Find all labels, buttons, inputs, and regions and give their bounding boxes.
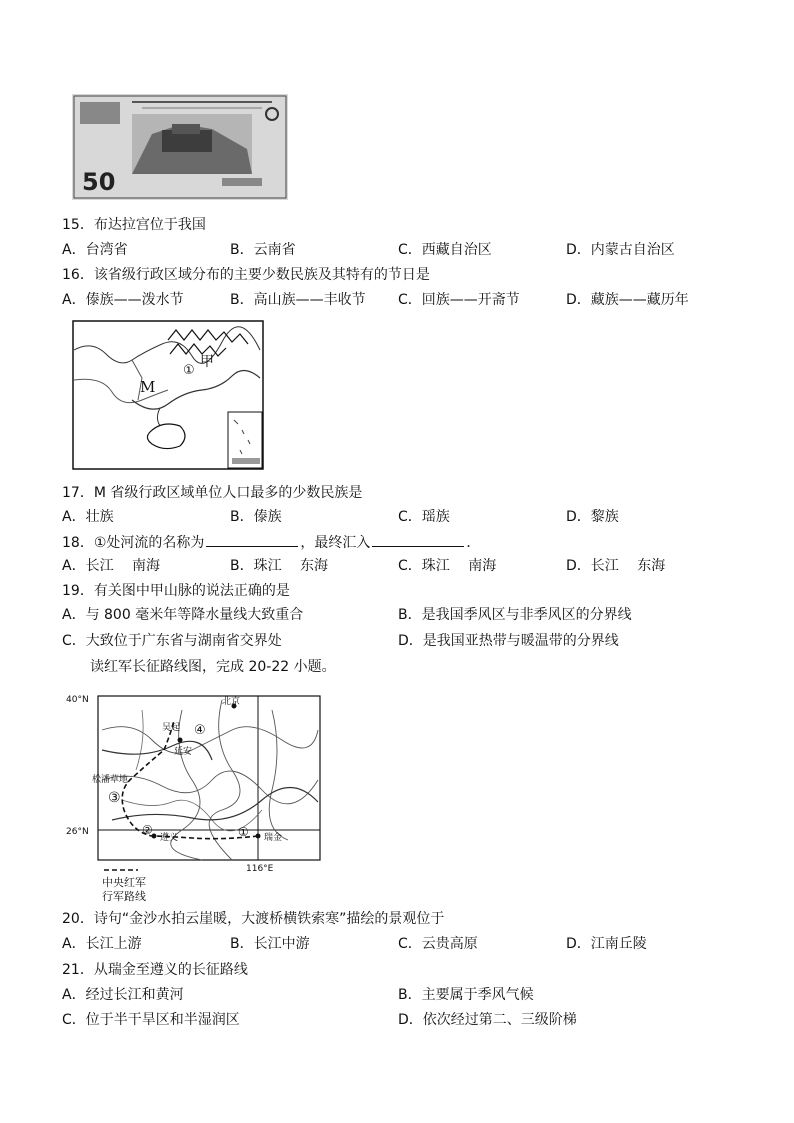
q20-option-b[interactable]: B．长江中游 xyxy=(230,936,310,952)
map2-legend-line2: 行军路线 xyxy=(102,890,146,903)
q17-option-a[interactable]: A．壮族 xyxy=(62,509,114,525)
q15-stem: 15．布达拉宫位于我国 xyxy=(62,217,206,233)
map2-legend-line1: 中央红军 xyxy=(102,876,146,889)
map2-lat40: 40°N xyxy=(66,695,89,705)
q15-option-c[interactable]: C．西藏自治区 xyxy=(398,242,492,258)
q16-stem: 16．该省级行政区域分布的主要少数民族及其特有的节日是 xyxy=(62,267,430,283)
q20-stem: 20．诗句“金沙水拍云崖暖，大渡桥横铁索寒”描绘的景观位于 xyxy=(62,911,445,927)
q18-stem-b: ，最终汇入 xyxy=(300,535,371,551)
map2-beijing: 北京 xyxy=(222,697,241,707)
q15-option-b[interactable]: B．云南省 xyxy=(230,242,296,258)
q19-stem: 19．有关图中甲山脉的说法正确的是 xyxy=(62,583,290,599)
q18-option-d[interactable]: D．长江 东海 xyxy=(566,558,666,574)
map2-songpan: 松潘草地 xyxy=(92,775,129,785)
map2-zunyi: 遵义 xyxy=(160,833,179,843)
q19-option-c[interactable]: C．大致位于广东省与湖南省交界处 xyxy=(62,633,282,649)
q18-option-a[interactable]: A．长江 南海 xyxy=(62,558,161,574)
q15-option-a[interactable]: A．台湾省 xyxy=(62,242,128,258)
q19-option-b[interactable]: B．是我国季风区与非季风区的分界线 xyxy=(398,607,632,623)
map2-c3: ③ xyxy=(108,790,121,806)
q21-option-a[interactable]: A．经过长江和黄河 xyxy=(62,987,184,1003)
q15-option-d[interactable]: D．内蒙古自治区 xyxy=(566,242,675,258)
map2-intro: 读红军长征路线图，完成 20-22 小题。 xyxy=(90,659,336,675)
map2-c2: ② xyxy=(142,823,153,837)
map-guangxi-guangdong xyxy=(72,320,264,470)
map1-label-m: M xyxy=(140,378,156,396)
q18-stem-a: 18．①处河流的名称为 xyxy=(62,535,205,551)
map2-lon116: 116°E xyxy=(246,864,274,874)
q19-option-d[interactable]: D．是我国亚热带与暖温带的分界线 xyxy=(398,633,619,649)
map2-yanan: 延安 xyxy=(174,747,193,757)
q18-blank-1[interactable] xyxy=(206,532,298,547)
q21-option-c[interactable]: C．位于半干旱区和半湿润区 xyxy=(62,1012,240,1028)
map2-wuqi: 吴起 xyxy=(162,723,181,733)
q16-option-b[interactable]: B．高山族——丰收节 xyxy=(230,292,366,308)
q16-option-a[interactable]: A．傣族——泼水节 xyxy=(62,292,184,308)
map2-c1: ① xyxy=(238,825,249,839)
q17-stem: 17．M 省级行政区域单位人口最多的少数民族是 xyxy=(62,485,363,501)
map2-c4: ④ xyxy=(194,723,206,738)
q20-option-a[interactable]: A．长江上游 xyxy=(62,936,142,952)
q21-stem: 21．从瑞金至遵义的长征路线 xyxy=(62,962,248,978)
q18-stem xyxy=(62,532,480,552)
q18-option-b[interactable]: B．珠江 东海 xyxy=(230,558,329,574)
banknote-denomination: 50 xyxy=(82,168,116,196)
q21-option-b[interactable]: B．主要属于季风气候 xyxy=(398,987,534,1003)
map1-label-circle1: ① xyxy=(183,363,195,378)
q18-stem-c: ． xyxy=(466,535,481,551)
q18-option-c[interactable]: C．珠江 南海 xyxy=(398,558,497,574)
q20-option-d[interactable]: D．江南丘陵 xyxy=(566,936,647,952)
q21-option-d[interactable]: D．依次经过第二、三级阶梯 xyxy=(398,1012,577,1028)
map-long-march xyxy=(62,690,342,904)
q17-option-c[interactable]: C．瑶族 xyxy=(398,509,450,525)
q18-blank-2[interactable] xyxy=(372,532,464,547)
q17-option-b[interactable]: B．傣族 xyxy=(230,509,282,525)
q17-option-d[interactable]: D．黎族 xyxy=(566,509,619,525)
map1-label-jia: 甲 xyxy=(200,354,214,370)
map2-ruijin: 瑞金 xyxy=(264,833,283,843)
banknote-image xyxy=(72,94,288,200)
map2-lat26: 26°N xyxy=(66,827,89,837)
q19-option-a[interactable]: A．与 800 毫米年等降水量线大致重合 xyxy=(62,607,304,623)
q16-option-d[interactable]: D．藏族——藏历年 xyxy=(566,292,689,308)
q20-option-c[interactable]: C．云贵高原 xyxy=(398,936,478,952)
q16-option-c[interactable]: C．回族——开斋节 xyxy=(398,292,520,308)
